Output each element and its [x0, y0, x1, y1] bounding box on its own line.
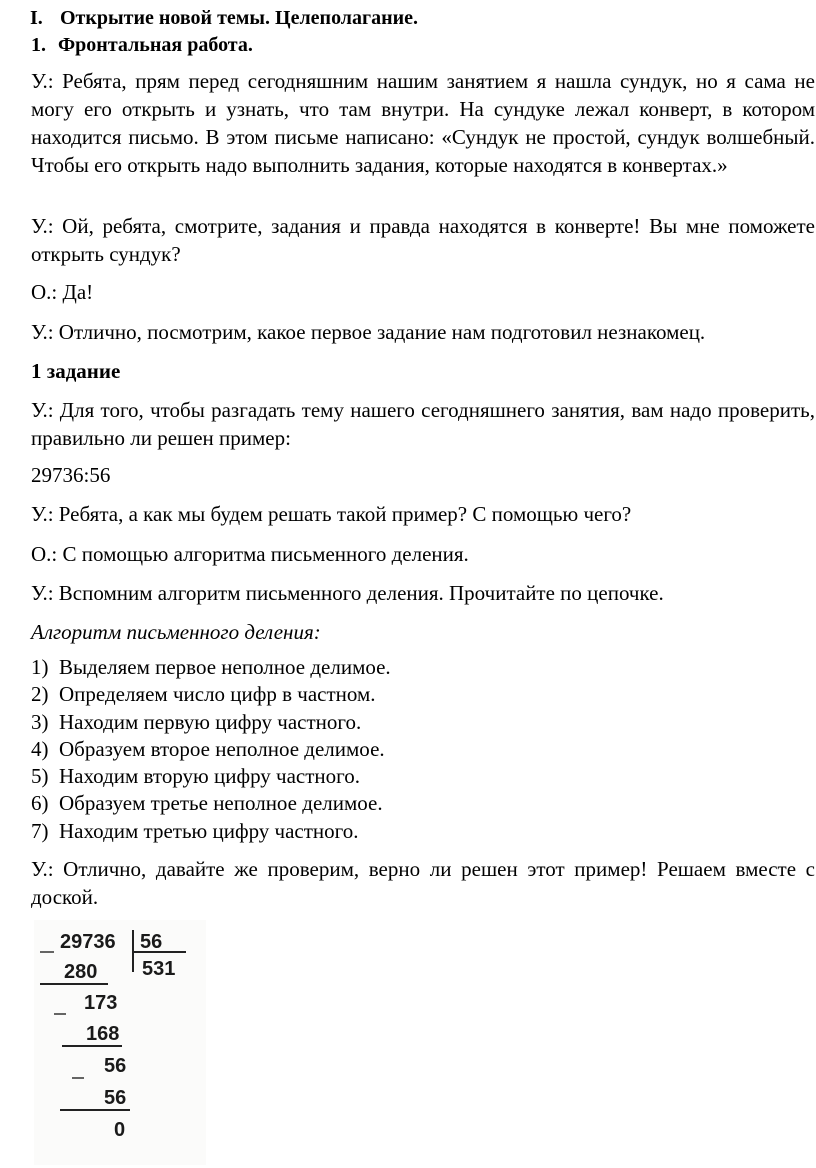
paragraph-intro: У.: Ребята, прям перед сегодняшним нашим занятием я нашла сундук, но я сама не могу его открыть и узнать, что там внутри. На сундуке лежал конверт, в котором находится письмо. В этом письме написано: «Сундук не простой, сундук волшебный. Чтобы его открыть надо выполнить задания, которые находятся в конвертах.» [31, 69, 815, 177]
section-number: I. [30, 7, 43, 29]
section-heading [30, 4, 418, 32]
paragraph-envelope: У.: Ой, ребята, смотрите, задания и правда находятся в конверте! Вы мне поможете открыть сундук? [31, 214, 815, 266]
list-item: 3) Находим первую цифру частного. [31, 709, 362, 734]
quotient: 531 [142, 958, 176, 980]
list-item: 6) Образуем третье неполное делимое. [31, 791, 383, 816]
divisor: 56 [140, 931, 163, 953]
list-item: 5) Находим вторую цифру частного. [31, 764, 361, 789]
paragraph-recall: У.: Вспомним алгоритм письменного деления. Прочитайте по цепочке. [31, 581, 664, 605]
final-remainder: 0 [114, 1119, 126, 1141]
algorithm-list [31, 654, 815, 845]
long-division-diagram [34, 920, 206, 1165]
remainder-2: 56 [104, 1055, 127, 1077]
example-expression: 29736:56 [31, 463, 111, 487]
subsection-title: Фронтальная работа. [58, 34, 253, 56]
section-title: Открытие новой темы. Целеполагание. [60, 7, 419, 29]
task-title: 1 задание [31, 359, 121, 383]
list-item: 2) Определяем число цифр в частном. [31, 682, 376, 707]
paragraph-answer-algorithm: О.: С помощью алгоритма письменного деления. [31, 542, 469, 566]
long-division-image [34, 920, 206, 1165]
subsection-heading [31, 31, 253, 59]
paragraph-answer-yes: О.: Да! [31, 280, 94, 304]
list-item: 4) Образуем второе неполное делимое. [31, 736, 385, 761]
list-item: 1) Выделяем первое неполное делимое. [31, 655, 391, 679]
subtrahend-2: 168 [86, 1023, 120, 1045]
subtrahend-3: 56 [104, 1087, 127, 1109]
dividend: 29736 [60, 931, 116, 953]
list-item: 7) Находим третью цифру частного. [31, 818, 359, 843]
paragraph-question: У.: Ребята, а как мы будем решать такой пример? С помощью чего? [31, 502, 632, 526]
subsection-number: 1. [31, 34, 46, 56]
paragraph-task-description: У.: Для того, чтобы разгадать тему нашего сегодняшнего занятия, вам надо проверить, правильно ли решен пример: [31, 398, 815, 450]
subtrahend-1: 280 [64, 961, 98, 983]
paragraph-first-task: У.: Отлично, посмотрим, какое первое задание нам подготовил незнакомец. [31, 320, 706, 344]
paragraph-check: У.: Отлично, давайте же проверим, верно ли решен этот пример! Решаем вместе с доской. [31, 857, 815, 909]
algorithm-title: Алгоритм письменного деления: [31, 620, 321, 644]
remainder-1: 173 [84, 992, 118, 1014]
